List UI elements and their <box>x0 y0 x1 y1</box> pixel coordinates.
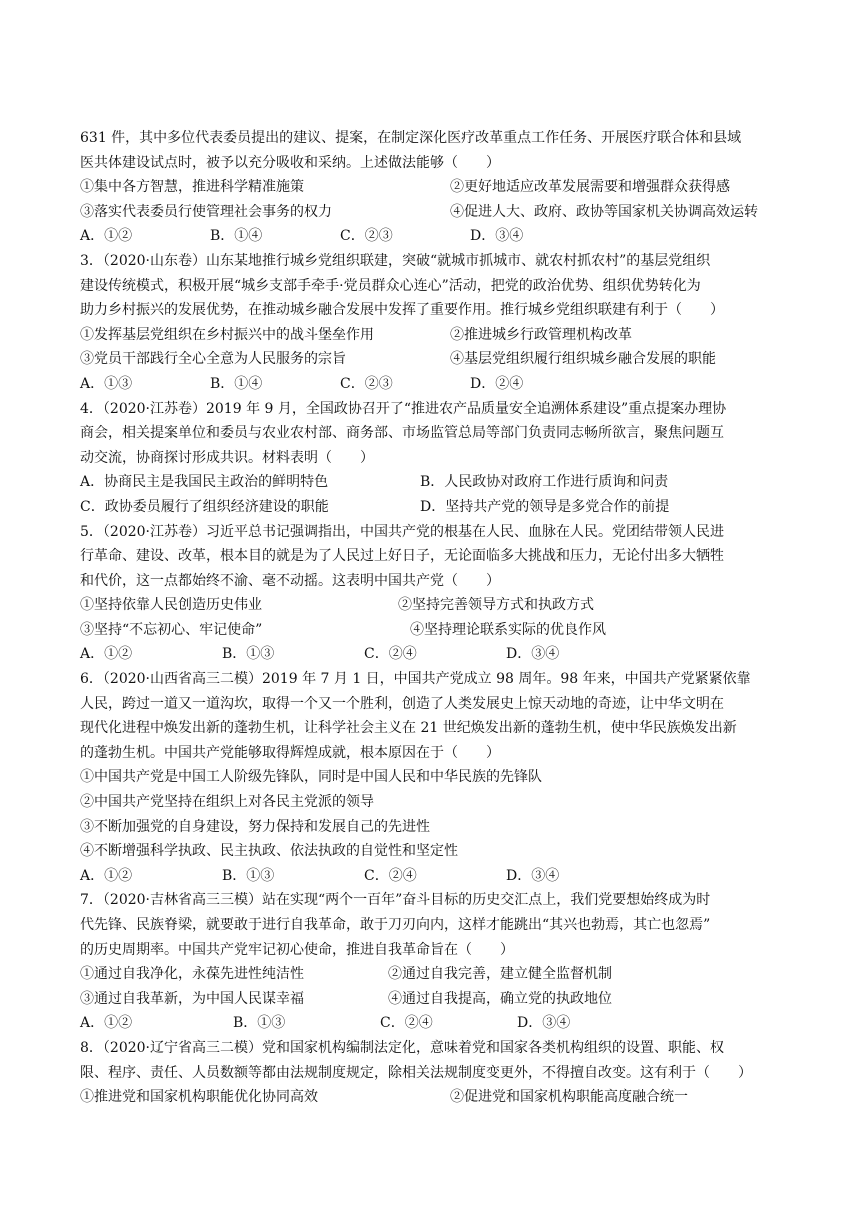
option-4: ④坚持理论联系实际的优良作风 <box>410 621 606 638</box>
answer-a: A．①② <box>80 867 133 884</box>
option-3: ③党员干部践行全心全意为人民服务的宗旨 <box>80 351 346 368</box>
answer-a: A．①② <box>80 228 133 245</box>
question-stem-line: 人民，跨过一道又一道沟坎，取得一个又一个胜利，创造了人类发展史上惊天动地的奇迹，让中华文明在 <box>80 695 724 712</box>
question-6 <box>80 667 790 888</box>
question-stem-line: 现代化进程中焕发出新的蓬勃生机，让科学社会主义在 21 世纪焕发出新的蓬勃生机，使中华民族焕发出新 <box>80 720 737 737</box>
answer-choices <box>80 224 790 249</box>
question-3 <box>80 249 790 397</box>
option-2: ②推进城乡行政管理机构改革 <box>450 326 632 343</box>
answer-c: C．政协委员履行了组织经济建设的职能 <box>80 498 329 515</box>
question-stem-line: 4．（2020·江苏卷）2019 年 9 月，全国政协召开了“推进农产品质量安全追溯体系建设”重点提案办理协 <box>80 400 727 417</box>
option-4: ④通过自我提高，确立党的执政地位 <box>388 990 612 1007</box>
option-2: ②中国共产党坚持在组织上对各民主党派的领导 <box>80 794 374 811</box>
answer-d: D．③④ <box>506 867 560 884</box>
question-7 <box>80 888 790 1036</box>
option-3: ③不断加强党的自身建设，努力保持和发展自己的先进性 <box>80 818 430 835</box>
question-stem-line: 631 件，其中多位代表委员提出的建议、提案，在制定深化医疗改革重点工作任务、开展医疗联合体和县域 <box>80 130 742 146</box>
answer-c: C．②④ <box>364 867 417 884</box>
exam-page <box>80 126 790 1110</box>
option-4: ④促进人大、政府、政协等国家机关协调高效运转 <box>450 203 758 220</box>
question-stem-line: 助力乡村振兴的发展优势，在推动城乡融合发展中发挥了重要作用。推行城乡党组织联建有利于（ ） <box>80 302 724 319</box>
option-1: ①推进党和国家机构职能优化协同高效 <box>80 1089 318 1106</box>
question-stem-line: 7．（2020·吉林省高三三模）站在实现“两个一百年”奋斗目标的历史交汇点上，我们党要想始终成为时 <box>80 892 711 909</box>
answer-b: B．①④ <box>210 228 263 245</box>
question-stem-line: 和代价，这一点都始终不渝、毫不动摇。这表明中国共产党（ ） <box>80 572 500 589</box>
question-8 <box>80 1036 790 1110</box>
question-4 <box>80 397 790 520</box>
option-1: ①通过自我净化，永葆先进性纯洁性 <box>80 966 304 983</box>
option-1: ①发挥基层党组织在乡村振兴中的战斗堡垒作用 <box>80 326 374 343</box>
option-2: ②促进党和国家机构职能高度融合统一 <box>450 1089 688 1106</box>
question-5 <box>80 520 790 668</box>
answer-d: D．②④ <box>470 375 524 392</box>
question-stem-line: 6．（2020·山西省高三二模）2019 年 7 月 1 日，中国共产党成立 98 周年。98 年来，中国共产党紧紧依靠 <box>80 671 751 688</box>
option-2: ②通过自我完善，建立健全监督机制 <box>388 966 612 983</box>
answer-a: A．①③ <box>80 375 133 392</box>
question-stem-line: 5．（2020·江苏卷）习近平总书记强调指出，中国共产党的根基在人民、血脉在人民。党团结带领人民进 <box>80 523 724 540</box>
option-1: ①坚持依靠人民创造历史伟业 <box>80 597 262 614</box>
question-stem-line: 代先锋、民族脊梁，就要敢于进行自我革命，敢于刀刃向内，这样才能跳出“其兴也勃焉，其亡也忽焉” <box>80 917 711 933</box>
question-stem-line: 8．（2020·辽宁省高三二模）党和国家机构编制法定化，意味着党和国家各类机构组织的设置、职能、权 <box>80 1039 724 1056</box>
option-1: ①集中各方智慧，推进科学精准施策 <box>80 179 304 196</box>
answer-d: D．坚持共产党的领导是多党合作的前提 <box>420 498 670 515</box>
option-2: ②更好地适应改革发展需要和增强群众获得感 <box>450 179 730 196</box>
option-3: ③落实代表委员行使管理社会事务的权力 <box>80 203 332 220</box>
option-1: ①中国共产党是中国工人阶级先锋队，同时是中国人民和中华民族的先锋队 <box>80 769 542 786</box>
question-stem-line: 医共体建设试点时，被予以充分吸收和采纳。上述做法能够（ ） <box>80 154 500 171</box>
answer-c: C．②③ <box>340 228 393 245</box>
answer-c: C．②③ <box>340 375 393 392</box>
answer-a: A．①② <box>80 646 133 663</box>
option-2: ②坚持完善领导方式和执政方式 <box>398 597 594 614</box>
answer-b: B．①③ <box>222 867 275 884</box>
answer-b: B．①③ <box>222 646 275 663</box>
option-3: ③坚持“不忘初心、牢记使命” <box>80 621 263 638</box>
question-stem-line: 的蓬勃生机。中国共产党能够取得辉煌成就，根本原因在于（ ） <box>80 744 500 761</box>
question-2 <box>80 126 790 249</box>
answer-c: C．②④ <box>380 1015 433 1032</box>
question-stem-line: 建设传统模式，积极开展“城乡支部手牵手·党员群众心连心”活动，把党的政治优势、组织优势转化为 <box>80 277 701 294</box>
answer-choices <box>80 1011 790 1036</box>
answer-choices <box>80 642 790 667</box>
answer-a: A．协商民主是我国民主政治的鲜明特色 <box>80 474 329 491</box>
option-3: ③通过自我革新，为中国人民谋幸福 <box>80 990 304 1007</box>
question-stem-line: 限、程序、责任、人员数额等都由法规制度规定，除相关法规制度变更外，不得擅自改变。这有利于（ ） <box>80 1064 752 1081</box>
answer-b: B．①③ <box>233 1015 286 1032</box>
question-stem-line: 商会，相关提案单位和委员与农业农村部、商务部、市场监管总局等部门负责同志畅所欲言，聚焦问题互 <box>80 425 724 442</box>
question-stem-line: 行革命、建设、改革，根本目的就是为了人民过上好日子，无论面临多大挑战和压力，无论付出多大牺牲 <box>80 548 724 565</box>
answer-choices <box>80 864 790 889</box>
answer-d: D．③④ <box>506 646 560 663</box>
question-stem-line: 3．（2020·山东卷）山东某地推行城乡党组织联建，突破“就城市抓城市、就农村抓农村”的基层党组织 <box>80 252 711 269</box>
answer-choices <box>80 372 790 397</box>
answer-d: D．③④ <box>470 228 524 245</box>
question-stem-line: 动交流，协商探讨形成共识。材料表明（ ） <box>80 449 374 466</box>
answer-c: C．②④ <box>364 646 417 663</box>
option-4: ④基层党组织履行组织城乡融合发展的职能 <box>450 351 716 368</box>
answer-d: D．③④ <box>517 1015 571 1032</box>
question-stem-line: 的历史周期率。中国共产党牢记初心使命，推进自我革命旨在（ ） <box>80 941 514 958</box>
answer-a: A．①② <box>80 1015 133 1032</box>
answer-b: B．人民政协对政府工作进行质询和问责 <box>420 474 669 491</box>
option-4: ④不断增强科学执政、民主执政、依法执政的自觉性和坚定性 <box>80 843 458 860</box>
answer-b: B．①④ <box>210 375 263 392</box>
